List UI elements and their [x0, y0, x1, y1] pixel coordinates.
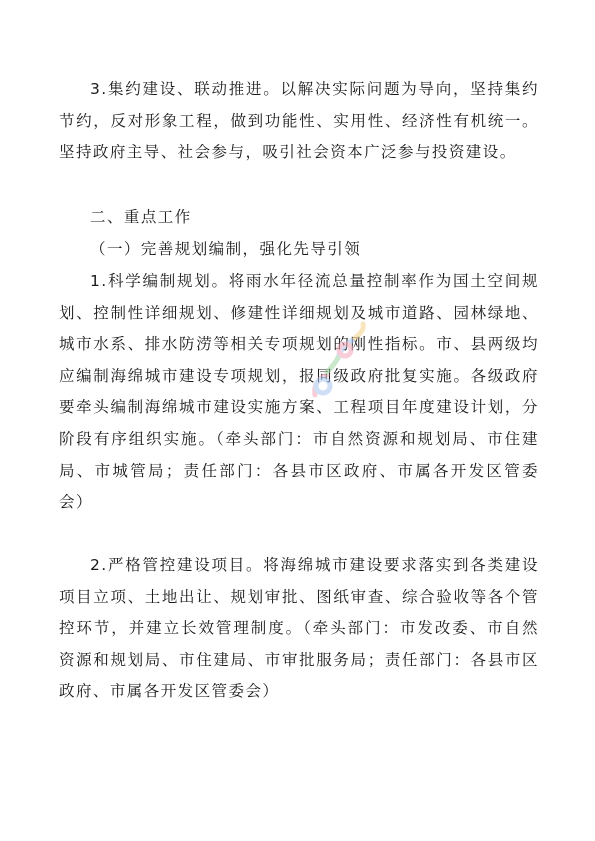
paragraph-scientific-planning: 1.科学编制规划。将雨水年径流总量控制率作为国土空间规划、控制性详细规划、修建性详细规划及城市道路、园林绿地、城市水系、排水防涝等相关专项规划的刚性指标。市、县两级均应编制海绵城市建设专项规划，报同级政府批复实施。各级政府要牵头编制海绵城市建设实施方案、工程项目年度建设计划，分阶段有序组织实施。（牵头部门：市自然资源和规划局、市住建局、市城管局；责任部门：各县市区政府、市属各开发区管委会） — [59, 272, 539, 512]
section-heading-key-tasks: 二、重点工作 — [90, 208, 192, 226]
paragraph-intensive-construction: 3.集约建设、联动推进。以解决实际问题为导向，坚持集约节约，反对形象工程，做到功能性、实用性、经济性有机统一。坚持政府主导、社会参与，吸引社会资本广泛参与投资建设。 — [59, 80, 539, 162]
subsection-heading-planning: （一）完善规划编制，强化先导引领 — [90, 240, 362, 258]
paragraph-project-control: 2.严格管控建设项目。将海绵城市建设要求落实到各类建设项目立项、土地出让、规划审批、图纸审查、综合验收等各个管控环节，并建立长效管理制度。（牵头部门：市发改委、市自然资源和规划局、市住建局、市审批服务局；责任部门：各县市区政府、市属各开发区管委会） — [59, 556, 539, 701]
